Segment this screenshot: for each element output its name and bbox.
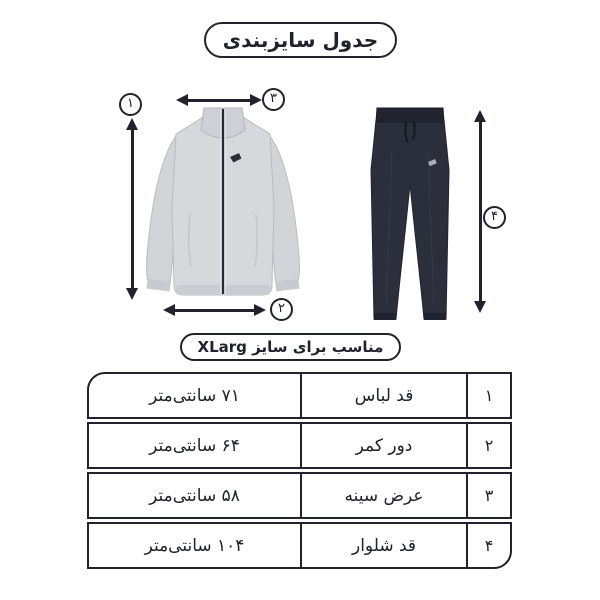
chest-width-arrow	[176, 92, 262, 108]
measure-value: ۶۴ سانتی‌متر	[149, 435, 240, 456]
fit-note-text: مناسب برای سایز XLarg	[197, 338, 384, 356]
arrow-up-head	[126, 118, 138, 130]
marker-1-number: ۱	[127, 96, 134, 111]
jacket-zipper	[222, 109, 224, 294]
measure-value: ۵۸ سانتی‌متر	[149, 485, 240, 506]
jacket-image	[142, 106, 304, 298]
arrow-up-head	[474, 110, 486, 122]
table-row	[87, 522, 512, 569]
measure-label: دور کمر	[300, 424, 466, 467]
measure-marker-4	[483, 206, 506, 229]
page-title: جدول سایزبندی	[222, 28, 379, 52]
arrow-down-head	[126, 288, 138, 300]
table-row	[87, 422, 512, 469]
measure-label: قد لباس	[300, 374, 466, 417]
table-row	[87, 372, 512, 419]
arrow-shaft	[131, 130, 134, 288]
arrow-shaft	[479, 122, 482, 301]
pants-waistband	[376, 108, 444, 122]
size-table	[87, 372, 512, 569]
arrow-shaft	[175, 309, 254, 312]
measure-label: عرض سینه	[300, 474, 466, 517]
measure-label: قد شلوار	[300, 524, 466, 567]
arrow-down-head	[474, 301, 486, 313]
jacket-left-sleeve	[147, 136, 176, 291]
marker-2-number: ۲	[278, 301, 285, 316]
pants-image	[364, 106, 456, 321]
marker-4-number: ۴	[491, 209, 498, 224]
pants-right-hem	[424, 313, 446, 320]
arrow-right-head	[254, 304, 266, 316]
row-number: ۴	[466, 524, 510, 567]
row-number: ۲	[466, 424, 510, 467]
measure-marker-2	[270, 298, 293, 321]
fit-note-pill	[180, 333, 401, 361]
arrow-left-head	[163, 304, 175, 316]
arrow-left-head	[176, 94, 188, 106]
measure-value: ۱۰۴ سانتی‌متر	[144, 535, 245, 556]
measure-marker-3	[262, 88, 285, 111]
pants-left-hem	[374, 313, 396, 320]
measure-marker-1	[119, 93, 142, 116]
pants-body	[371, 120, 449, 319]
waist-arrow	[163, 302, 266, 318]
marker-3-number: ۳	[270, 91, 277, 106]
arrow-shaft	[188, 99, 250, 102]
arrow-right-head	[250, 94, 262, 106]
title-pill	[204, 22, 397, 58]
measure-value: ۷۱ سانتی‌متر	[149, 385, 240, 406]
jacket-right-sleeve	[270, 136, 299, 291]
row-number: ۳	[466, 474, 510, 517]
table-row	[87, 472, 512, 519]
jacket-length-arrow	[124, 118, 140, 300]
row-number: ۱	[466, 374, 510, 417]
